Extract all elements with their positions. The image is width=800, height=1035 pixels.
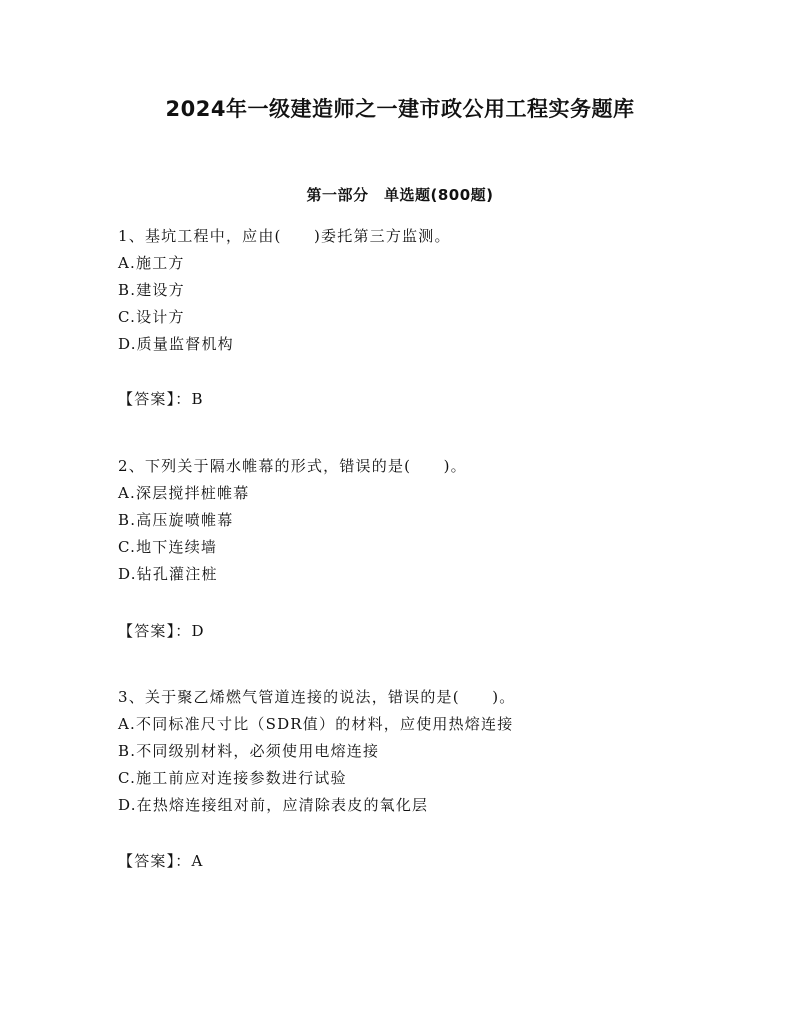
option-a: A.深层搅拌桩帷幕 (118, 484, 250, 502)
question-stem: 2、下列关于隔水帷幕的形式，错误的是( )。 (118, 457, 467, 475)
document-title: 2024年一级建造师之一建市政公用工程实务题库 (165, 97, 635, 121)
answer-2: 【答案】：D (118, 622, 205, 640)
option-c: C.设计方 (118, 308, 185, 326)
section-title: 第一部分 单选题(800题) (306, 186, 494, 204)
answer-3: 【答案】：A (118, 852, 204, 870)
option-a: A.施工方 (118, 254, 185, 272)
option-c: C.施工前应对连接参数进行试验 (118, 769, 347, 787)
option-b: B.建设方 (118, 281, 185, 299)
answer-1: 【答案】：B (118, 390, 204, 408)
question-2 (118, 453, 718, 588)
option-b: B.高压旋喷帷幕 (118, 511, 234, 529)
option-a: A.不同标准尺寸比（SDR值）的材料，应使用热熔连接 (118, 715, 514, 733)
option-b: B.不同级别材料，必须使用电熔连接 (118, 742, 380, 760)
option-d: D.质量监督机构 (118, 335, 234, 353)
option-c: C.地下连续墙 (118, 538, 218, 556)
question-3 (118, 684, 718, 819)
question-stem: 3、关于聚乙烯燃气管道连接的说法，错误的是( )。 (118, 688, 516, 706)
option-d: D.钻孔灌注桩 (118, 565, 218, 583)
question-1 (118, 223, 718, 358)
option-d: D.在热熔连接组对前，应清除表皮的氧化层 (118, 796, 429, 814)
question-stem: 1、基坑工程中，应由( )委托第三方监测。 (118, 227, 451, 245)
